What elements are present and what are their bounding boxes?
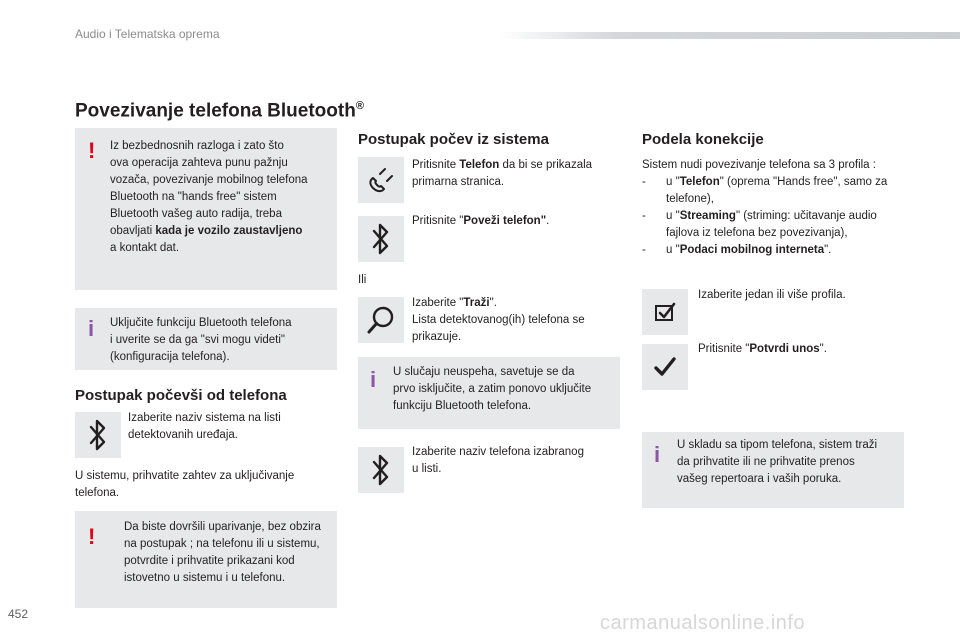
search-icon: [365, 304, 397, 336]
warning-text-pairing: Da biste dovršili uparivanje, bez obzira na postupak ; na telefonu ili u sistemu, potvrdite i prihvatite prikazani kod istovetno u sistemu i u telefonu.: [124, 521, 321, 584]
warning-text-safety: Iz bezbednosnih razloga i zato što ova operacija zahteva punu pažnju vozača, povezivanje mobilnog telefona Bluetooth na "hands free" sistem Bluetooth vašeg auto radija, treba obavljati kada je vozilo zaustavljeno a kontakt dat.: [110, 140, 308, 254]
checkmark-icon-box: [642, 344, 688, 390]
bluetooth-icon: [370, 453, 392, 487]
bluetooth-icon-box: [358, 216, 404, 262]
step-confirm: Pritisnite "Potvrdi unos".: [698, 343, 827, 355]
step-connect-phone: Pritisnite "Poveži telefon".: [412, 215, 550, 227]
info-text-visibility: Uključite funkciju Bluetooth telefona i uverite se da ga "svi mogu videti" (konfiguracija telefona).: [110, 317, 292, 363]
search-icon-box: [358, 297, 404, 343]
handset-icon: [366, 165, 396, 195]
page-title: Povezivanje telefona Bluetooth®: [75, 100, 364, 122]
section-header: Audio i Telematska oprema: [75, 27, 220, 41]
checkmark-icon: [652, 354, 678, 380]
or-text: Ili: [358, 274, 367, 286]
step-press-phone: Pritisnite Telefon da bi se prikazala primarna stranica.: [412, 159, 593, 188]
heading-system-procedure: Postupak počev iz sistema: [358, 131, 549, 148]
bluetooth-icon: [370, 222, 392, 256]
page-number: 452: [8, 607, 29, 621]
profile-item-phone-cont: telefone),: [666, 193, 714, 205]
bluetooth-icon: [87, 418, 109, 452]
registered-mark: ®: [355, 100, 364, 112]
watermark: carmanualsonline.info: [600, 612, 806, 634]
info-text-failure: U slučaju neuspeha, savetuje se da prvo isključite, a zatim ponovo uključite funkciju Bluetooth telefona.: [393, 366, 592, 412]
info-icon: i: [370, 367, 377, 392]
bluetooth-icon-box: [358, 447, 404, 493]
checkbox-icon: [652, 299, 678, 325]
step-select-phone: Izaberite naziv telefona izabranog u listi.: [412, 446, 584, 475]
info-text-repertoire: U skladu sa tipom telefona, sistem traži da prihvatite ili ne prihvatite prenos vašeg repertoara i vaših poruka.: [677, 439, 878, 485]
bluetooth-icon-box: [75, 412, 121, 458]
info-icon: i: [654, 442, 661, 467]
profile-item-streaming-cont: fajlova iz telefona bez povezivanja),: [666, 227, 848, 239]
step-search: Izaberite "Traži". Lista detektovanog(ih) telefona se prikazuje.: [412, 297, 585, 343]
step-select-profiles: Izaberite jedan ili više profila.: [698, 289, 846, 301]
profile-item-mobile-data: - u "Podaci mobilnog interneta".: [642, 244, 832, 256]
profiles-intro: Sistem nudi povezivanje telefona sa 3 profila :: [642, 159, 876, 171]
warning-icon: !: [88, 524, 96, 549]
header-gradient-bar: [500, 32, 960, 39]
warning-icon: !: [88, 138, 96, 163]
accept-request-text: U sistemu, prihvatite zahtev za uključivanje telefona.: [75, 470, 295, 499]
heading-phone-procedure: Postupak počevši od telefona: [75, 387, 287, 404]
heading-connection-sharing: Podela konekcije: [642, 131, 764, 148]
handset-icon-box: [358, 157, 404, 203]
profile-item-streaming: - u "Streaming" (striming: učitavanje audio: [642, 210, 877, 222]
info-icon: i: [88, 316, 95, 341]
profile-item-phone: - u "Telefon" (oprema "Hands free", samo za: [642, 176, 888, 188]
checkbox-icon-box: [642, 289, 688, 335]
step-select-system: Izaberite naziv sistema na listi detektovanih uređaja.: [128, 412, 281, 441]
